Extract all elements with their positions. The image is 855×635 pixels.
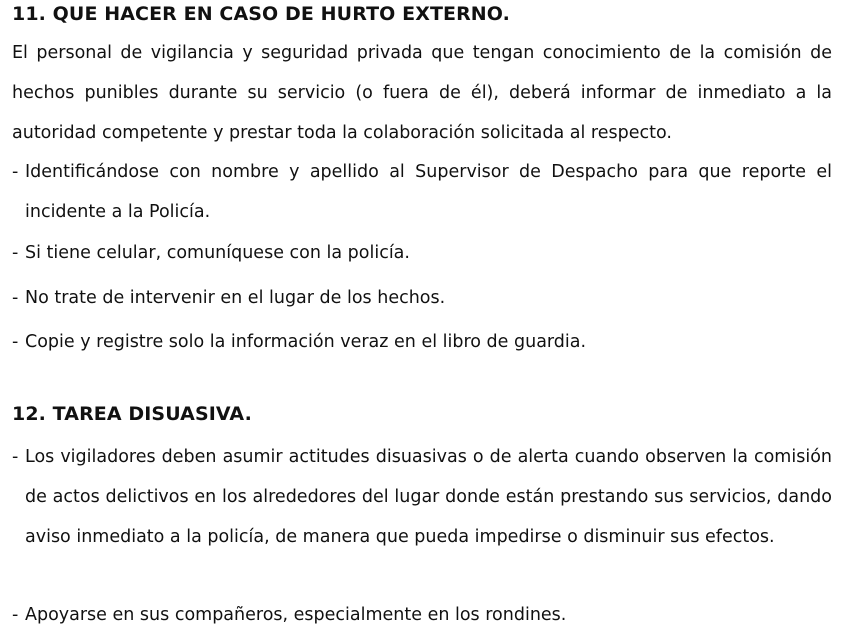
bullet-marker: -: [12, 243, 19, 263]
section-11-paragraph: El personal de vigilancia y seguridad privada que tengan conocimiento de la comisión de hechos punibles durante su servicio (o fuera de él), deberá informar de inmediato a la autoridad competente y prestar toda la colaboración solicitada al respecto.: [12, 43, 832, 143]
section-11-bullet-3: [12, 278, 832, 318]
section-12-bullet-1: [12, 437, 832, 557]
bullet-marker: -: [12, 162, 19, 182]
bullet-text: Si tiene celular, comuníquese con la policía.: [25, 243, 410, 263]
bullet-text: No trate de intervenir en el lugar de los hechos.: [25, 288, 446, 308]
bullet-text: Los vigiladores deben asumir actitudes disuasivas o de alerta cuando observen la comisión de actos delictivos en los alrededores del lugar donde están prestando sus servicios, dando aviso inmediato a la policía, de manera que pueda impedirse o disminuir sus efectos.: [25, 447, 832, 547]
section-11-bullet-1: [12, 152, 832, 232]
section-12-bullet-2: [12, 595, 832, 635]
bullet-marker: -: [12, 332, 19, 352]
bullet-marker: -: [12, 288, 19, 308]
section-11-heading: 11. QUE HACER EN CASO DE HURTO EXTERNO.: [12, 3, 510, 25]
section-11-bullet-2: [12, 233, 832, 273]
section-11-bullet-4: [12, 322, 832, 362]
bullet-marker: -: [12, 605, 19, 625]
bullet-marker: -: [12, 447, 19, 467]
bullet-text: Identificándose con nombre y apellido al Supervisor de Despacho para que reporte el incidente a la Policía.: [25, 162, 832, 222]
bullet-text: Apoyarse en sus compañeros, especialmente en los rondines.: [25, 605, 567, 625]
bullet-text: Copie y registre solo la información veraz en el libro de guardia.: [25, 332, 587, 352]
section-12-heading: 12. TAREA DISUASIVA.: [12, 403, 252, 425]
